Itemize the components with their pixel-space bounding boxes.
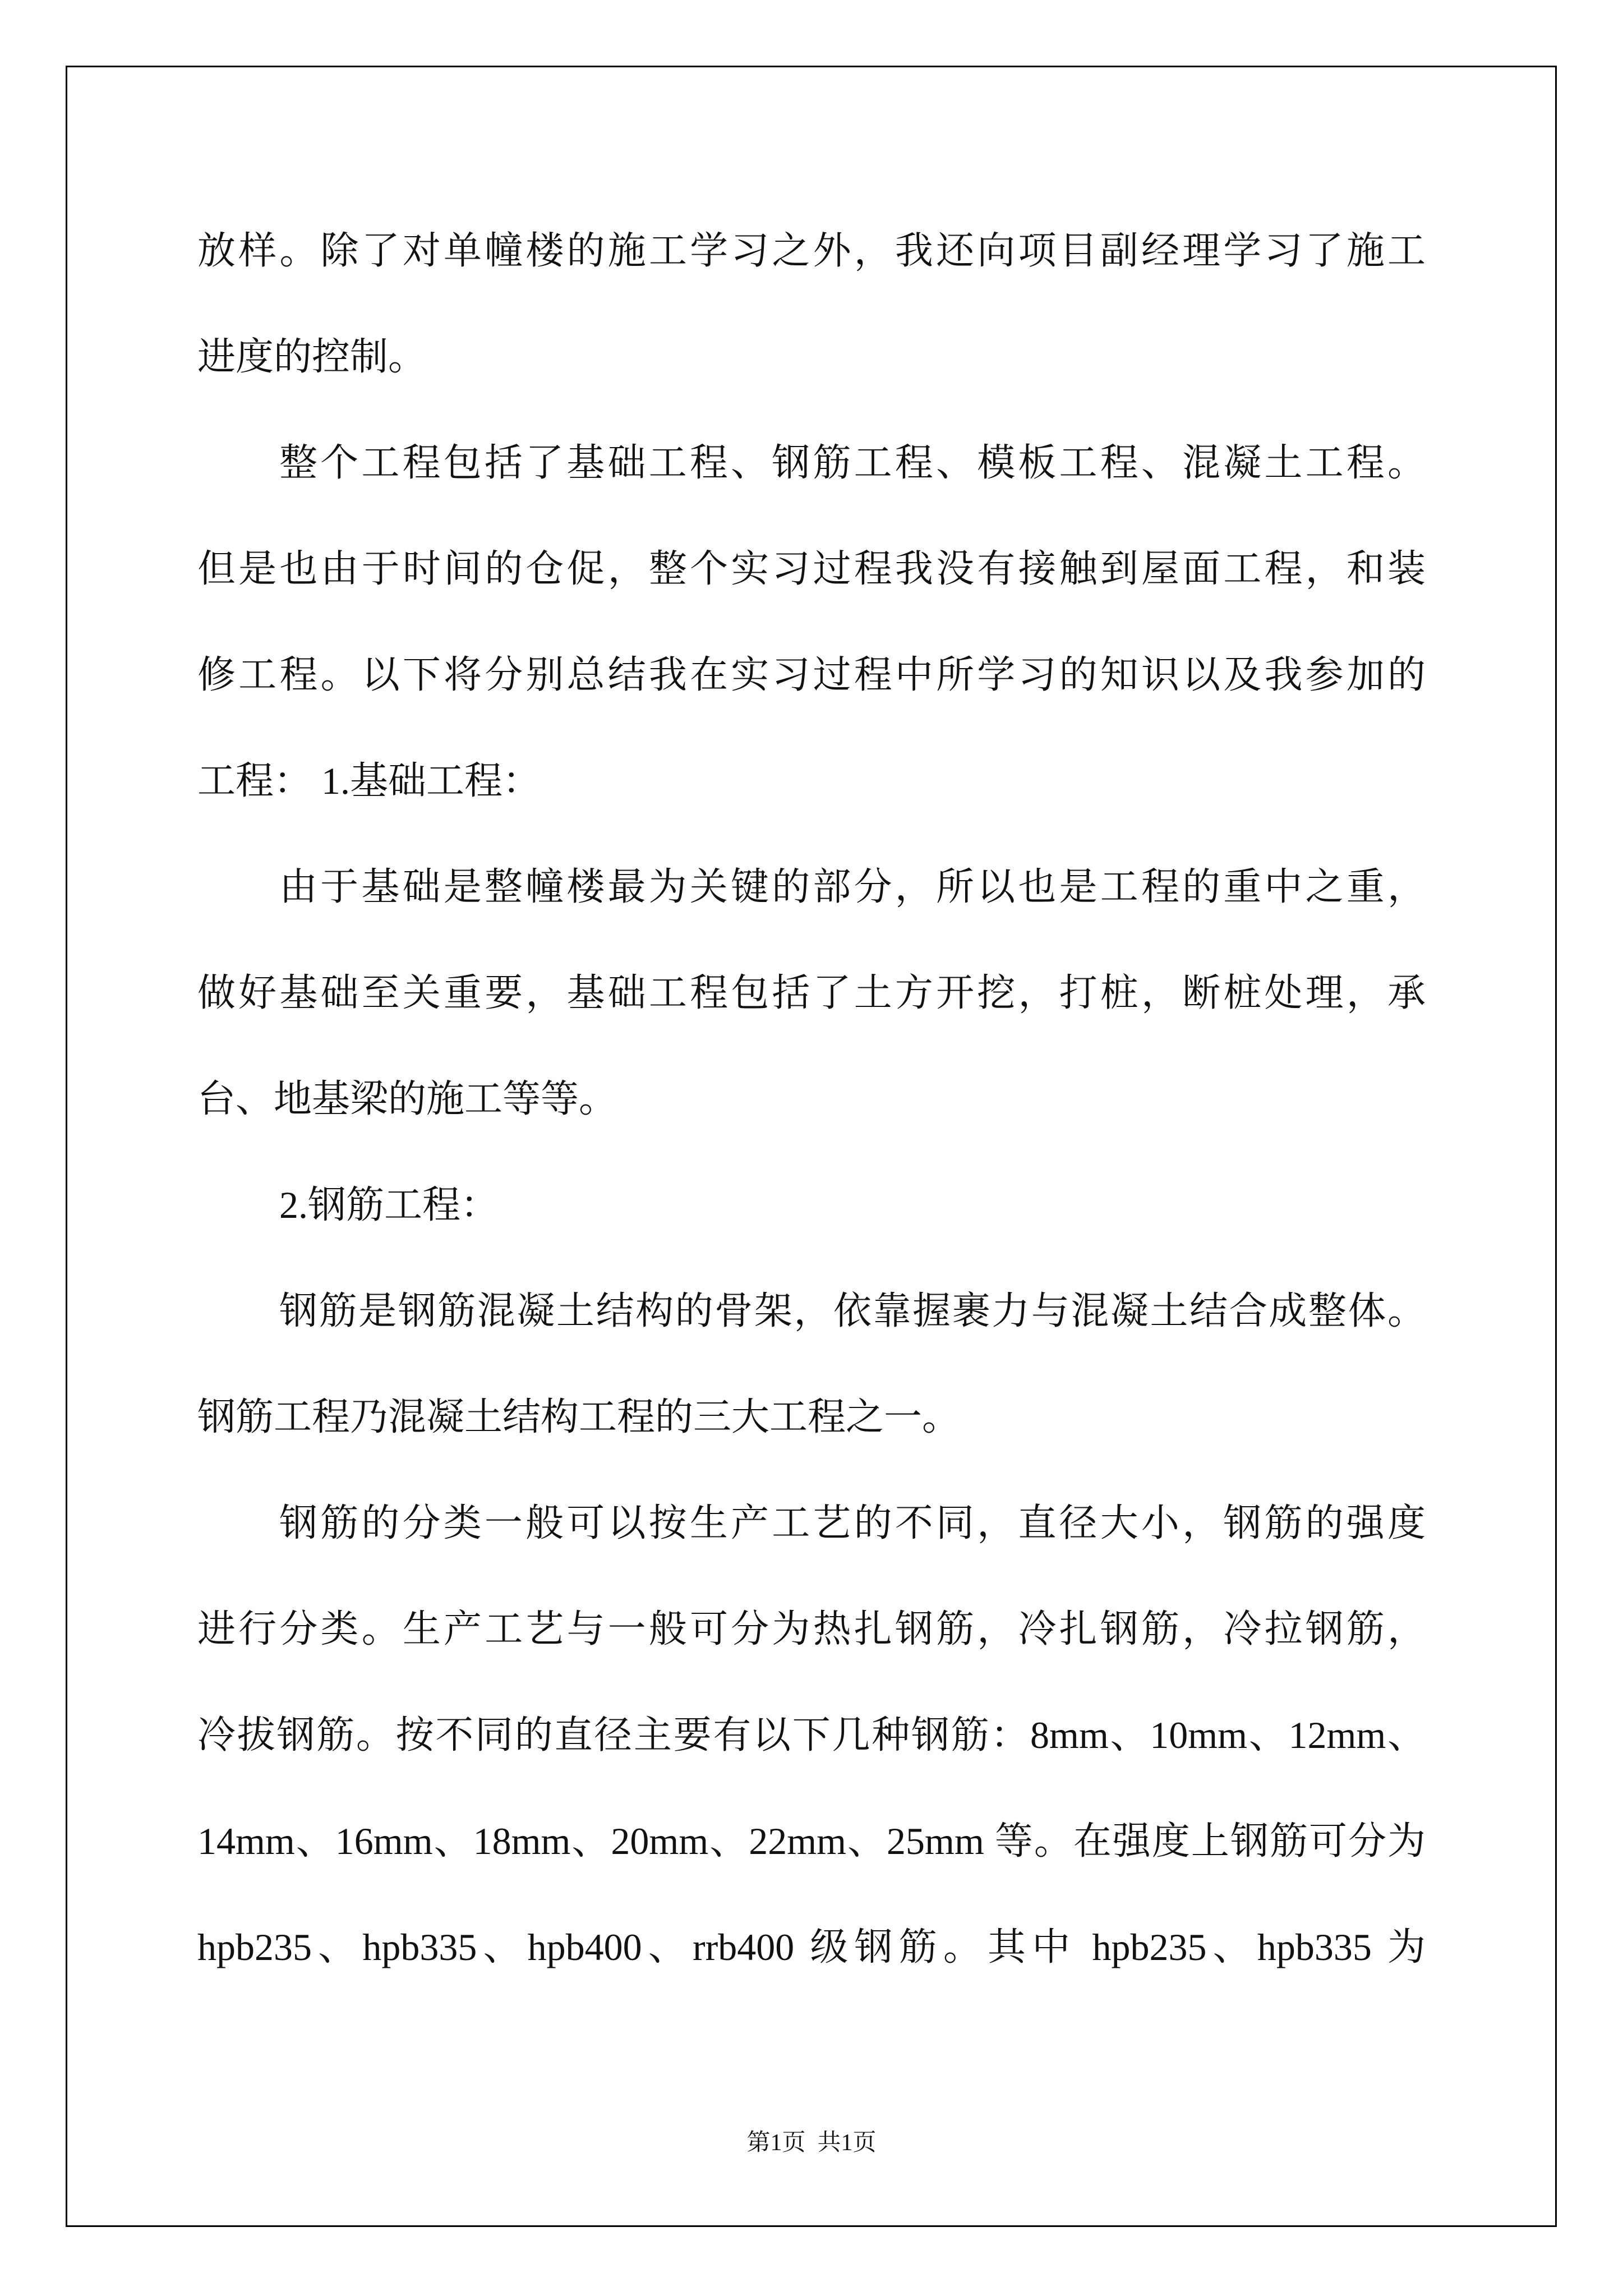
text-line: 钢筋工程乃混凝土结构工程的三大工程之一。 — [197, 1396, 961, 1438]
paragraph-first-line: 整个工程包括了基础工程、钢筋工程、模板工程、混凝土工程。 — [279, 441, 1426, 484]
text-line: 但是也由于时间的仓促，整个实习过程我没有接触到屋面工程，和装 — [197, 547, 1426, 590]
text-line: 进度的控制。 — [197, 335, 427, 378]
text-line: hpb235、hpb335、hpb400、rrb400 级钢筋。其中 hpb235、hpb335 为 — [197, 1926, 1426, 1968]
text-line: 冷拔钢筋。按不同的直径主要有以下几种钢筋：8mm、10mm、12mm、 — [197, 1714, 1426, 1756]
paragraph-first-line: 钢筋的分类一般可以按生产工艺的不同，直径大小，钢筋的强度 — [279, 1502, 1426, 1544]
paragraph-first-line: 由于基础是整幢楼最为关键的部分，所以也是工程的重中之重， — [279, 866, 1426, 908]
text-line: 放样。除了对单幢楼的施工学习之外，我还向项目副经理学习了施工 — [197, 229, 1426, 272]
section-heading: 2.钢筋工程： — [279, 1184, 499, 1226]
text-line: 做好基础至关重要，基础工程包括了土方开挖，打桩，断桩处理，承 — [197, 972, 1426, 1014]
paragraph-first-line: 钢筋是钢筋混凝土结构的骨架，依靠握裹力与混凝土结合成整体。 — [279, 1290, 1426, 1332]
document-body — [197, 198, 1426, 2000]
text-line: 修工程。以下将分别总结我在实习过程中所学习的知识以及我参加的 — [197, 654, 1426, 696]
text-line: 进行分类。生产工艺与一般可分为热扎钢筋，冷扎钢筋，冷拉钢筋， — [197, 1608, 1426, 1650]
text-line: 台、地基梁的施工等等。 — [197, 1078, 617, 1120]
page-number-footer: 第1页 共1页 — [746, 2130, 877, 2156]
text-line: 工程： 1.基础工程： — [197, 760, 541, 802]
text-line: 14mm、16mm、18mm、20mm、22mm、25mm 等。在强度上钢筋可分为 — [197, 1820, 1426, 1862]
